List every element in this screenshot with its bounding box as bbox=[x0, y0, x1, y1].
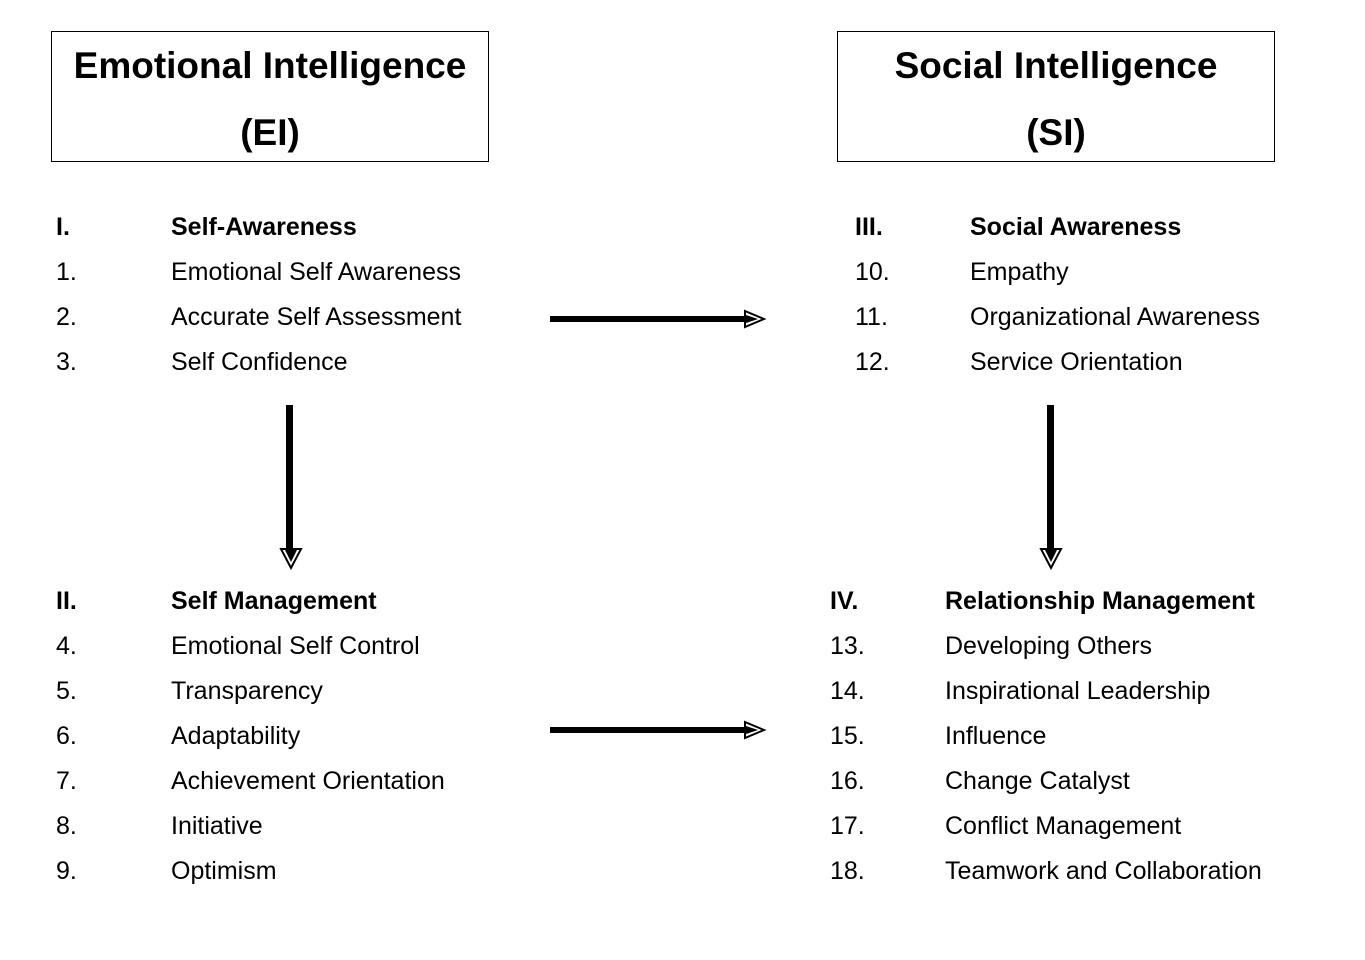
item-text: Transparency bbox=[171, 677, 323, 705]
section-heading: Relationship Management bbox=[945, 587, 1255, 615]
item-number: 16. bbox=[830, 767, 865, 795]
item-text: Achievement Orientation bbox=[171, 767, 445, 795]
item-text: Self Confidence bbox=[171, 348, 348, 376]
item-text: Emotional Self Awareness bbox=[171, 258, 461, 286]
item-number: 7. bbox=[56, 767, 77, 795]
item-number: 15. bbox=[830, 722, 865, 750]
item-number: 6. bbox=[56, 722, 77, 750]
section-heading: Self-Awareness bbox=[171, 213, 357, 241]
item-number: 17. bbox=[830, 812, 865, 840]
item-number: 18. bbox=[830, 857, 865, 885]
section-numeral: I. bbox=[56, 213, 70, 241]
item-text: Emotional Self Control bbox=[171, 632, 420, 660]
item-number: 12. bbox=[855, 348, 890, 376]
item-number: 11. bbox=[855, 303, 888, 331]
item-number: 2. bbox=[56, 303, 77, 331]
section-numeral: III. bbox=[855, 213, 883, 241]
item-text: Adaptability bbox=[171, 722, 301, 750]
arrow-right-management bbox=[550, 722, 764, 738]
section-numeral: II. bbox=[56, 587, 77, 615]
section-numeral: IV. bbox=[830, 587, 859, 615]
arrow-down-ei bbox=[281, 405, 301, 568]
arrow-right-awareness bbox=[550, 311, 764, 327]
item-number: 9. bbox=[56, 857, 77, 885]
section-heading: Social Awareness bbox=[970, 213, 1182, 241]
item-text: Optimism bbox=[171, 857, 277, 885]
item-text: Teamwork and Collaboration bbox=[945, 857, 1262, 885]
item-number: 13. bbox=[830, 632, 865, 660]
si-abbr: (SI) bbox=[1026, 112, 1086, 153]
item-text: Initiative bbox=[171, 812, 263, 840]
ei-title: Emotional Intelligence bbox=[73, 45, 467, 86]
item-text: Empathy bbox=[970, 258, 1069, 286]
si-title: Social Intelligence bbox=[894, 45, 1218, 86]
item-text: Service Orientation bbox=[970, 348, 1183, 376]
item-number: 10. bbox=[855, 258, 890, 286]
arrow-down-si bbox=[1041, 405, 1061, 568]
item-text: Inspirational Leadership bbox=[945, 677, 1211, 705]
item-text: Conflict Management bbox=[945, 812, 1182, 840]
item-number: 5. bbox=[56, 677, 77, 705]
item-text: Organizational Awareness bbox=[970, 303, 1260, 331]
item-text: Developing Others bbox=[945, 632, 1153, 660]
item-number: 3. bbox=[56, 348, 77, 376]
item-text: Change Catalyst bbox=[945, 767, 1130, 795]
item-number: 8. bbox=[56, 812, 77, 840]
ei-abbr: (EI) bbox=[240, 112, 300, 153]
item-number: 4. bbox=[56, 632, 77, 660]
item-number: 1. bbox=[56, 258, 77, 286]
item-text: Accurate Self Assessment bbox=[171, 303, 462, 331]
item-text: Influence bbox=[945, 722, 1047, 750]
item-number: 14. bbox=[830, 677, 865, 705]
section-heading: Self Management bbox=[171, 587, 377, 615]
